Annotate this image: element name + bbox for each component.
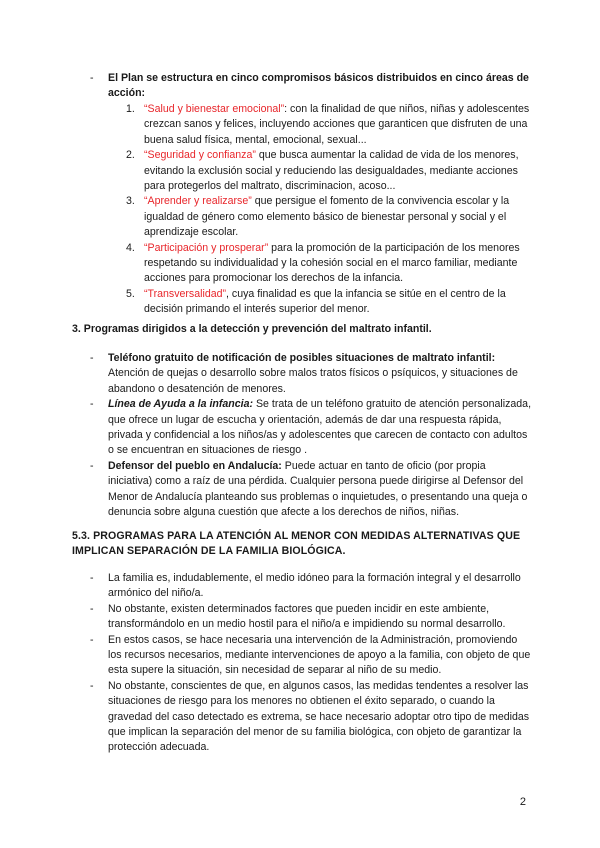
list-item — [0, 148, 600, 194]
item-number: 3. — [126, 195, 135, 208]
item-title: “Aprender y realizarse” — [144, 195, 252, 208]
item-title: “Participación y prosperar” — [144, 241, 269, 254]
item-text: : con la finalidad de que niños, niñas y adolescentes crezcan sanos y felices, incluyendo acciones que garanticen que disfruten de una buena salud física, mental, emocional, sexual... — [144, 103, 530, 146]
item-text: Atención de quejas o desarrollo sobre malos tratos físicos o psíquicos, y situaciones de abandono o desatención de menores. — [108, 367, 518, 395]
item-text: En estos casos, se hace necesaria una intervención de la Administración, promoviendo los recursos necesarios, mediante intervenciones de apoyo a la familia, con objeto de que esta supere la situación, sin necesidad de separar al niño de su medio. — [108, 633, 531, 677]
item-text: Se trata de un teléfono gratuito de atención personalizada, que ofrece un lugar de escucha y orientación, además de dar una respuesta rápida, privada y confidencial a los niños/as y adolescentes que carecen de contacto con adultos o se encuentran en situaciones de riesgo . — [108, 398, 532, 457]
item-number: 2. — [126, 149, 135, 162]
list-item — [0, 633, 600, 679]
item-title: “Salud y bienestar emocional” — [144, 103, 285, 115]
item-number: 4. — [126, 241, 135, 254]
list-item — [0, 287, 600, 318]
bullet-dash: - — [90, 398, 94, 411]
section-5-3-heading: 5.3. PROGRAMAS PARA LA ATENCIÓN AL MENOR CON MEDIDAS ALTERNATIVAS QUE IMPLICAN SEPARACIÓN DE LA FAMILIA BIOLÓGICA. — [72, 530, 521, 557]
list-item — [0, 397, 600, 459]
section-5-3-list — [0, 571, 600, 756]
item-text: Puede actuar en tanto de oficio (por propia iniciativa) como a raíz de una pérdida. Cualquier persona puede dirigirse al Defensor del Menor de Andalucía planteando sus problemas o inquietudes, o presentando una queja o denuncia sobre alguna cuestión que afecte a los derechos de niños, niñas. — [108, 459, 528, 519]
item-title: “Seguridad y confianza” — [144, 149, 256, 162]
list-item — [0, 194, 600, 240]
item-number: 5. — [126, 287, 135, 300]
list-item — [0, 241, 600, 287]
bullet-dash: - — [90, 602, 94, 615]
item-text: que busca aumentar la calidad de vida de los menores, evitando la exclusión social y reduciendo las desigualdades, mediante acciones para protegerlos del maltrato, discriminacion, acoso... — [144, 149, 519, 193]
list-item — [0, 351, 600, 397]
plan-intro-item — [0, 71, 600, 102]
item-text: para la promoción de la participación de los menores respetando su individualidad y la cohesión social en el marco familiar, mediante acciones para promocionar los derechos de la infancia. — [144, 241, 520, 285]
bullet-dash: - — [90, 459, 94, 472]
list-item — [0, 571, 600, 602]
bullet-dash: - — [90, 572, 94, 584]
plan-intro: El Plan se estructura en cinco compromisos básicos distribuidos en cinco áreas de acción: — [108, 72, 529, 100]
bullet-dash: - — [90, 679, 94, 692]
item-text: No obstante, existen determinados factores que pueden incidir en este ambiente, transformándolo en un medio hostil para el niño/a e impidiendo su normal desarrollo. — [108, 602, 506, 631]
list-item — [0, 459, 600, 521]
item-text: La familia es, indudablemente, el medio idóneo para la formación integral y el desarrollo armónico del niño/a. — [108, 572, 521, 600]
bullet-dash: - — [90, 72, 94, 84]
item-number: 1. — [126, 103, 135, 115]
bullet-dash: - — [90, 633, 94, 646]
item-label: Línea de Ayuda a la infancia: — [108, 398, 254, 411]
bullet-dash: - — [90, 352, 94, 364]
item-title: “Transversalidad” — [144, 287, 227, 300]
plan-action-list — [0, 102, 600, 318]
section-3-heading: 3. Programas dirigidos a la detección y prevención del maltrato infantil. — [72, 323, 432, 335]
list-item — [0, 102, 600, 148]
page-number: 2 — [519, 796, 526, 808]
item-label: Defensor del pueblo en Andalucía: — [108, 459, 282, 472]
item-text: que persigue el fomento de la convivencia escolar y la igualdad de género como elemento básico de bienestar personal y social y el aprendizaje escolar. — [144, 195, 510, 239]
list-item — [0, 602, 600, 633]
item-text: , cuya finalidad es que la infancia se sitúe en el centro de la decisión primando el interés superior del menor. — [144, 287, 506, 316]
item-text: No obstante, conscientes de que, en algunos casos, las medidas tendentes a resolver las situaciones de riesgo para los menores no obtienen el éxito separado, o cuando la gravedad del caso detectado es extrema, se hace necesario adoptar otro tipo de medidas que implican la separación del menor de su familia biológica, con objeto de garantizar la protección adecuada. — [108, 679, 530, 754]
list-item — [0, 679, 600, 756]
section-3-list — [0, 351, 600, 520]
item-label: Teléfono gratuito de notificación de posibles situaciones de maltrato infantil: — [108, 352, 496, 364]
